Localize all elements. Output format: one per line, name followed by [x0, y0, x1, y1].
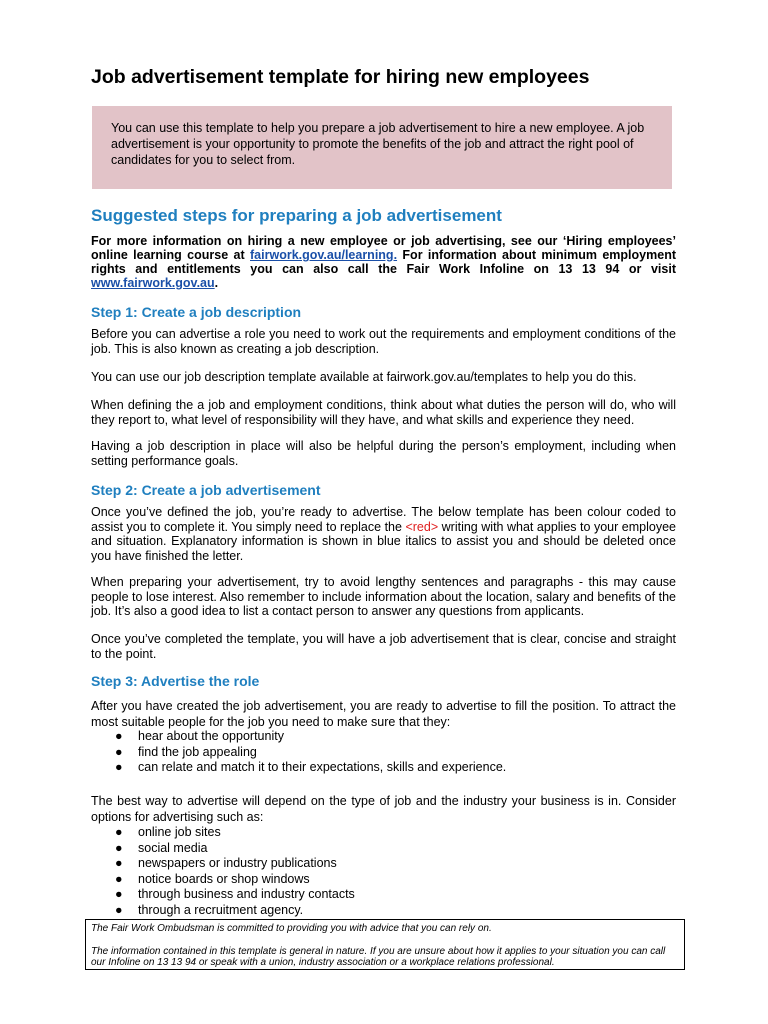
list-item [91, 760, 506, 776]
list-item-text: notice boards or shop windows [138, 871, 310, 886]
bullet-icon: ● [115, 760, 123, 775]
step3-heading: Step 3: Advertise the role [91, 673, 260, 689]
step3-paragraph-2: The best way to advertise will depend on the type of job and the industry your business is in. Consider options for advertising such as: [91, 794, 676, 824]
list-item-text: newspapers or industry publications [138, 856, 337, 871]
bullet-icon: ● [115, 902, 123, 917]
list-item-text: through business and industry contacts [138, 887, 355, 902]
step2-paragraph-2: When preparing your advertisement, try to avoid lengthy sentences and paragraphs - this may cause people to lose interest. Also remember to include information about the location, salary and benefits of the job. It’s also a good idea to list a contact person to answer any questions from applicants. [91, 575, 676, 618]
list-item-text: hear about the opportunity [138, 729, 284, 743]
bullet-icon: ● [115, 729, 123, 743]
list-item [91, 841, 355, 857]
step2-paragraph-3: Once you’ve completed the template, you will have a job advertisement that is clear, concise and straight to the point. [91, 632, 676, 661]
list-item [91, 887, 355, 903]
page-title: Job advertisement template for hiring new employees [91, 66, 590, 88]
bullet-icon: ● [115, 887, 123, 902]
step1-paragraph-2: You can use our job description template available at fairwork.gov.au/templates to help you do this. [91, 370, 637, 384]
list-item-text: find the job appealing [138, 744, 257, 759]
lead-text-2: For information about minimum employment rights and entitlements you can also call the Fair Work Infoline on 13 13 94 or visit [91, 248, 676, 276]
step1-paragraph-3: When defining the a job and employment conditions, think about what duties the person will do, who will they report to, what level of responsibility will they have, and what skills and experience they need. [91, 398, 676, 427]
suggested-steps-heading: Suggested steps for preparing a job advertisement [91, 206, 502, 225]
step1-heading: Step 1: Create a job description [91, 304, 302, 320]
list-item-text: online job sites [138, 825, 221, 839]
step1-paragraph-4: Having a job description in place will also be helpful during the person’s employment, including when setting performance goals. [91, 439, 676, 468]
intro-box: You can use this template to help you prepare a job advertisement to hire a new employee. A job advertisement is your opportunity to promote the benefits of the job and attract the right pool of candidates for you to select from. [92, 106, 672, 189]
list-item [91, 825, 355, 841]
step2-paragraph-1 [91, 505, 676, 563]
bullet-icon: ● [115, 744, 123, 759]
red-placeholder-tag: <red> [405, 519, 439, 534]
list-item [91, 856, 355, 872]
fairwork-link[interactable]: www.fairwork.gov.au [91, 276, 215, 290]
list-item [91, 903, 355, 919]
footer-disclaimer-text: The information contained in this template is general in nature. If you are unsure about how it applies to your situation you can call our Infoline on 13 13 94 or speak with a union, industry association or a workplace relations professional. [91, 945, 666, 968]
footer-commitment-text: The Fair Work Ombudsman is committed to providing you with advice that you can rely on. [91, 923, 492, 934]
step3-paragraph-1: After you have created the job advertisement, you are ready to advertise to fill the position. To attract the most suitable people for the job you need to make sure that they: [91, 699, 676, 729]
advertising-options-list [91, 825, 355, 919]
step2-text-2: writing with what applies to your employee and situation. Explanatory information is shown in blue italics to assist you and should be deleted once you have finished the letter. [91, 519, 676, 563]
bullet-icon: ● [115, 825, 123, 839]
learning-link[interactable]: fairwork.gov.au/learning. [250, 248, 398, 262]
bullet-icon: ● [115, 871, 123, 886]
lead-text-1: For more information on hiring a new employee or job advertising, see our ‘Hiring employees’ online learning course at [91, 234, 676, 262]
list-item-text: social media [138, 840, 208, 855]
list-item [91, 745, 506, 761]
bullet-icon: ● [115, 856, 123, 871]
lead-paragraph [91, 234, 676, 290]
list-item-text: can relate and match it to their expectations, skills and experience. [138, 760, 507, 775]
list-item [91, 729, 506, 745]
step2-text-1: Once you’ve defined the job, you’re ready to advertise. The below template has been colour coded to assist you to complete it. You simply need to replace the [91, 505, 676, 534]
list-item [91, 872, 355, 888]
list-item-text: through a recruitment agency. [138, 902, 304, 917]
lead-text-end: . [214, 276, 219, 290]
step1-paragraph-1: Before you can advertise a role you need to work out the requirements and employment conditions of the job. This is also known as creating a job description. [91, 327, 676, 356]
disclaimer-footer [85, 919, 685, 970]
audience-bullet-list [91, 729, 506, 776]
step2-heading: Step 2: Create a job advertisement [91, 482, 321, 498]
bullet-icon: ● [115, 840, 123, 855]
